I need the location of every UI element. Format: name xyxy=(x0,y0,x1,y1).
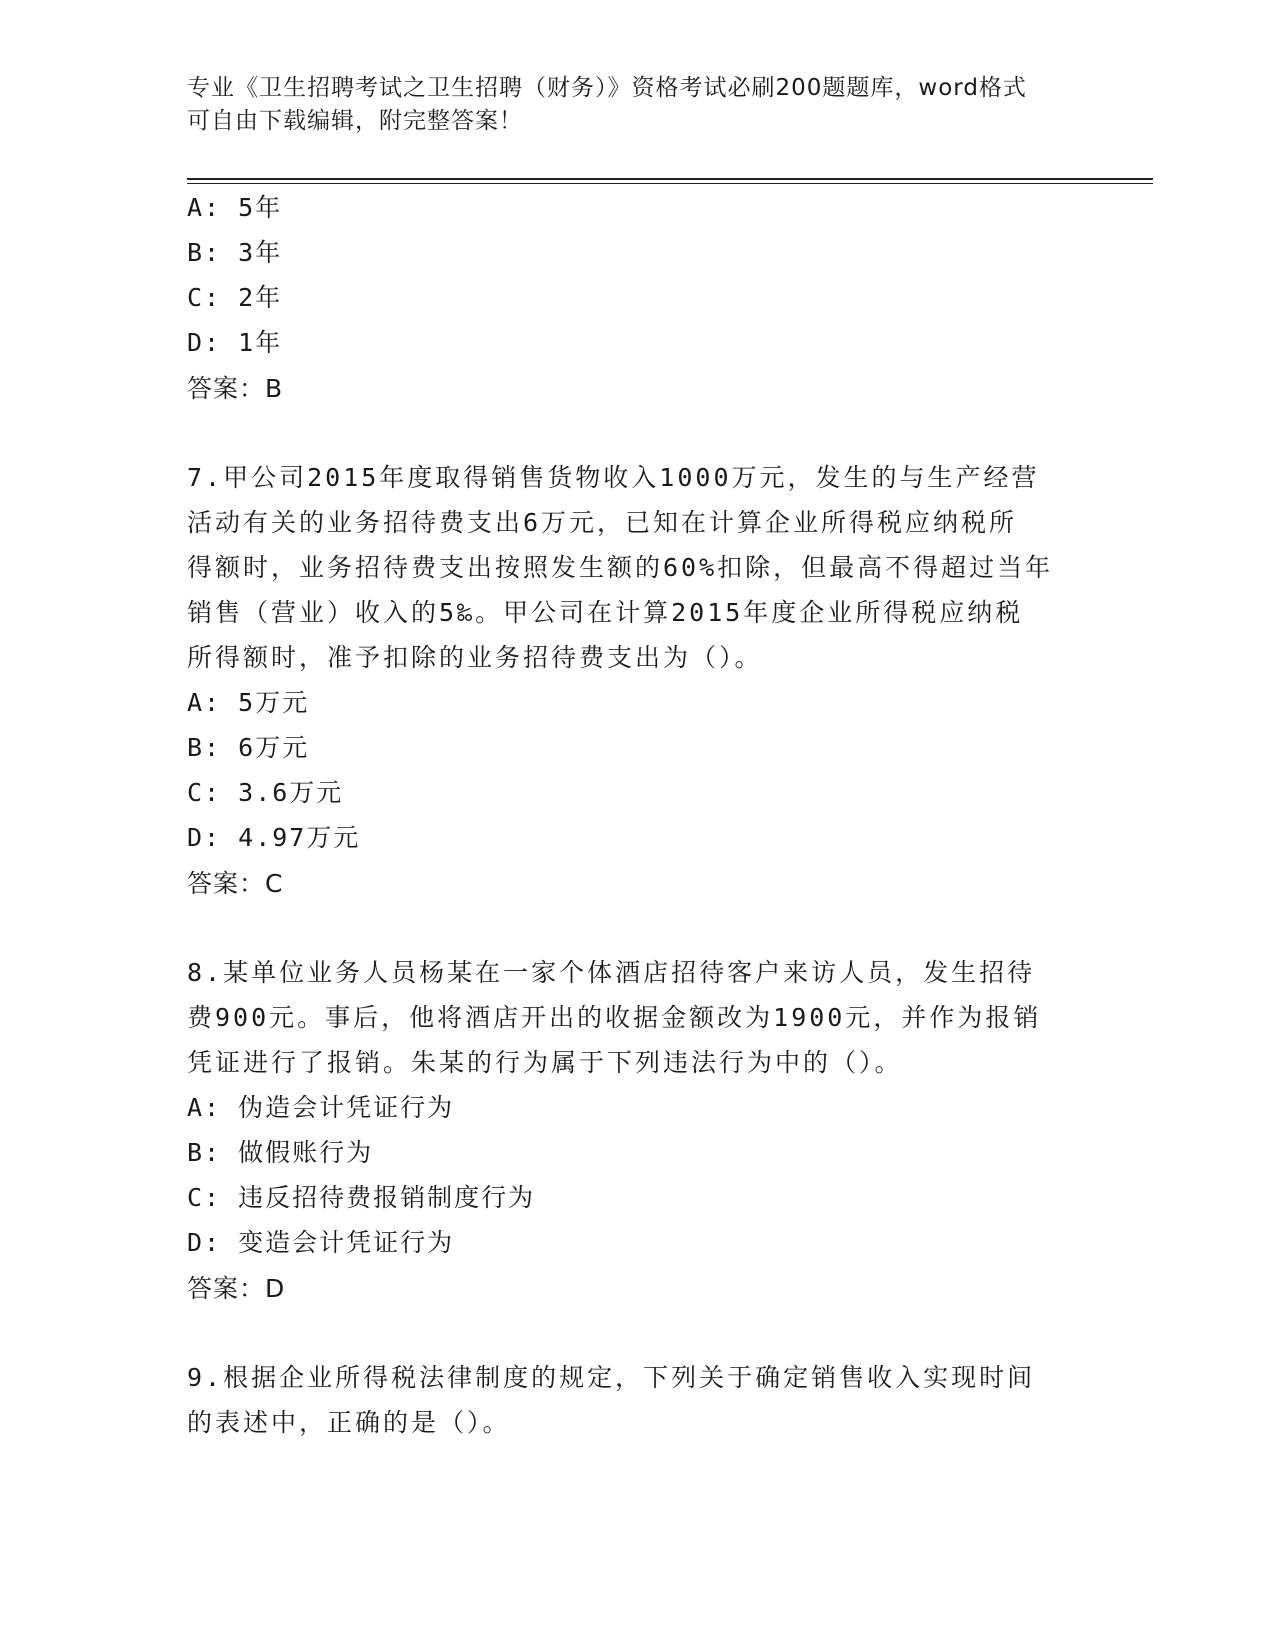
q7-stem-line-4: 销售（营业）收入的5‰。甲公司在计算2015年度企业所得税应纳税 xyxy=(187,598,1024,627)
q7-option-b: B: 6万元 xyxy=(187,733,310,762)
q6-option-a: A: 5年 xyxy=(187,193,283,222)
header-divider-thick xyxy=(187,178,1153,180)
header-divider-thin xyxy=(187,183,1153,184)
q7-option-c: C: 3.6万元 xyxy=(187,778,344,807)
q8-option-a: A: 伪造会计凭证行为 xyxy=(187,1093,455,1122)
document-header xyxy=(187,72,1087,138)
q7-stem-line-1: 7.甲公司2015年度取得销售货物收入1000万元，发生的与生产经营 xyxy=(187,463,1040,492)
header-line-2: 可自由下载编辑，附完整答案！ xyxy=(187,108,523,134)
q6-option-c: C: 2年 xyxy=(187,283,283,312)
q8-option-c: C: 违反招待费报销制度行为 xyxy=(187,1183,536,1212)
q7-stem-line-2: 活动有关的业务招待费支出6万元，已知在计算企业所得税应纳税所 xyxy=(187,508,1018,537)
q9-stem-line-1: 9.根据企业所得税法律制度的规定，下列关于确定销售收入实现时间 xyxy=(187,1363,1036,1392)
q8-stem-line-1: 8.某单位业务人员杨某在一家个体酒店招待客户来访人员，发生招待 xyxy=(187,958,1036,987)
q9-stem-line-2: 的表述中，正确的是（）。 xyxy=(187,1408,511,1437)
q7-option-d: D: 4.97万元 xyxy=(187,823,361,852)
q7-stem-line-3: 得额时，业务招待费支出按照发生额的60%扣除，但最高不得超过当年 xyxy=(187,553,1054,582)
q8-answer: 答案：D xyxy=(187,1274,286,1303)
q8-option-d: D: 变造会计凭证行为 xyxy=(187,1228,455,1257)
q8-option-b: B: 做假账行为 xyxy=(187,1138,374,1167)
q6-option-b: B: 3年 xyxy=(187,238,283,267)
q6-option-d: D: 1年 xyxy=(187,328,283,357)
q7-answer: 答案：C xyxy=(187,869,284,898)
q7-stem-line-5: 所得额时，准予扣除的业务招待费支出为（）。 xyxy=(187,643,763,672)
q8-stem-line-2: 费900元。事后，他将酒店开出的收据金额改为1900元，并作为报销 xyxy=(187,1003,1042,1032)
q8-stem-line-3: 凭证进行了报销。朱某的行为属于下列违法行为中的（）。 xyxy=(187,1048,903,1077)
q7-option-a: A: 5万元 xyxy=(187,688,310,717)
header-line-1: 专业《卫生招聘考试之卫生招聘（财务）》资格考试必刷200题题库，word格式 xyxy=(187,75,1027,101)
q6-answer: 答案：B xyxy=(187,374,284,403)
